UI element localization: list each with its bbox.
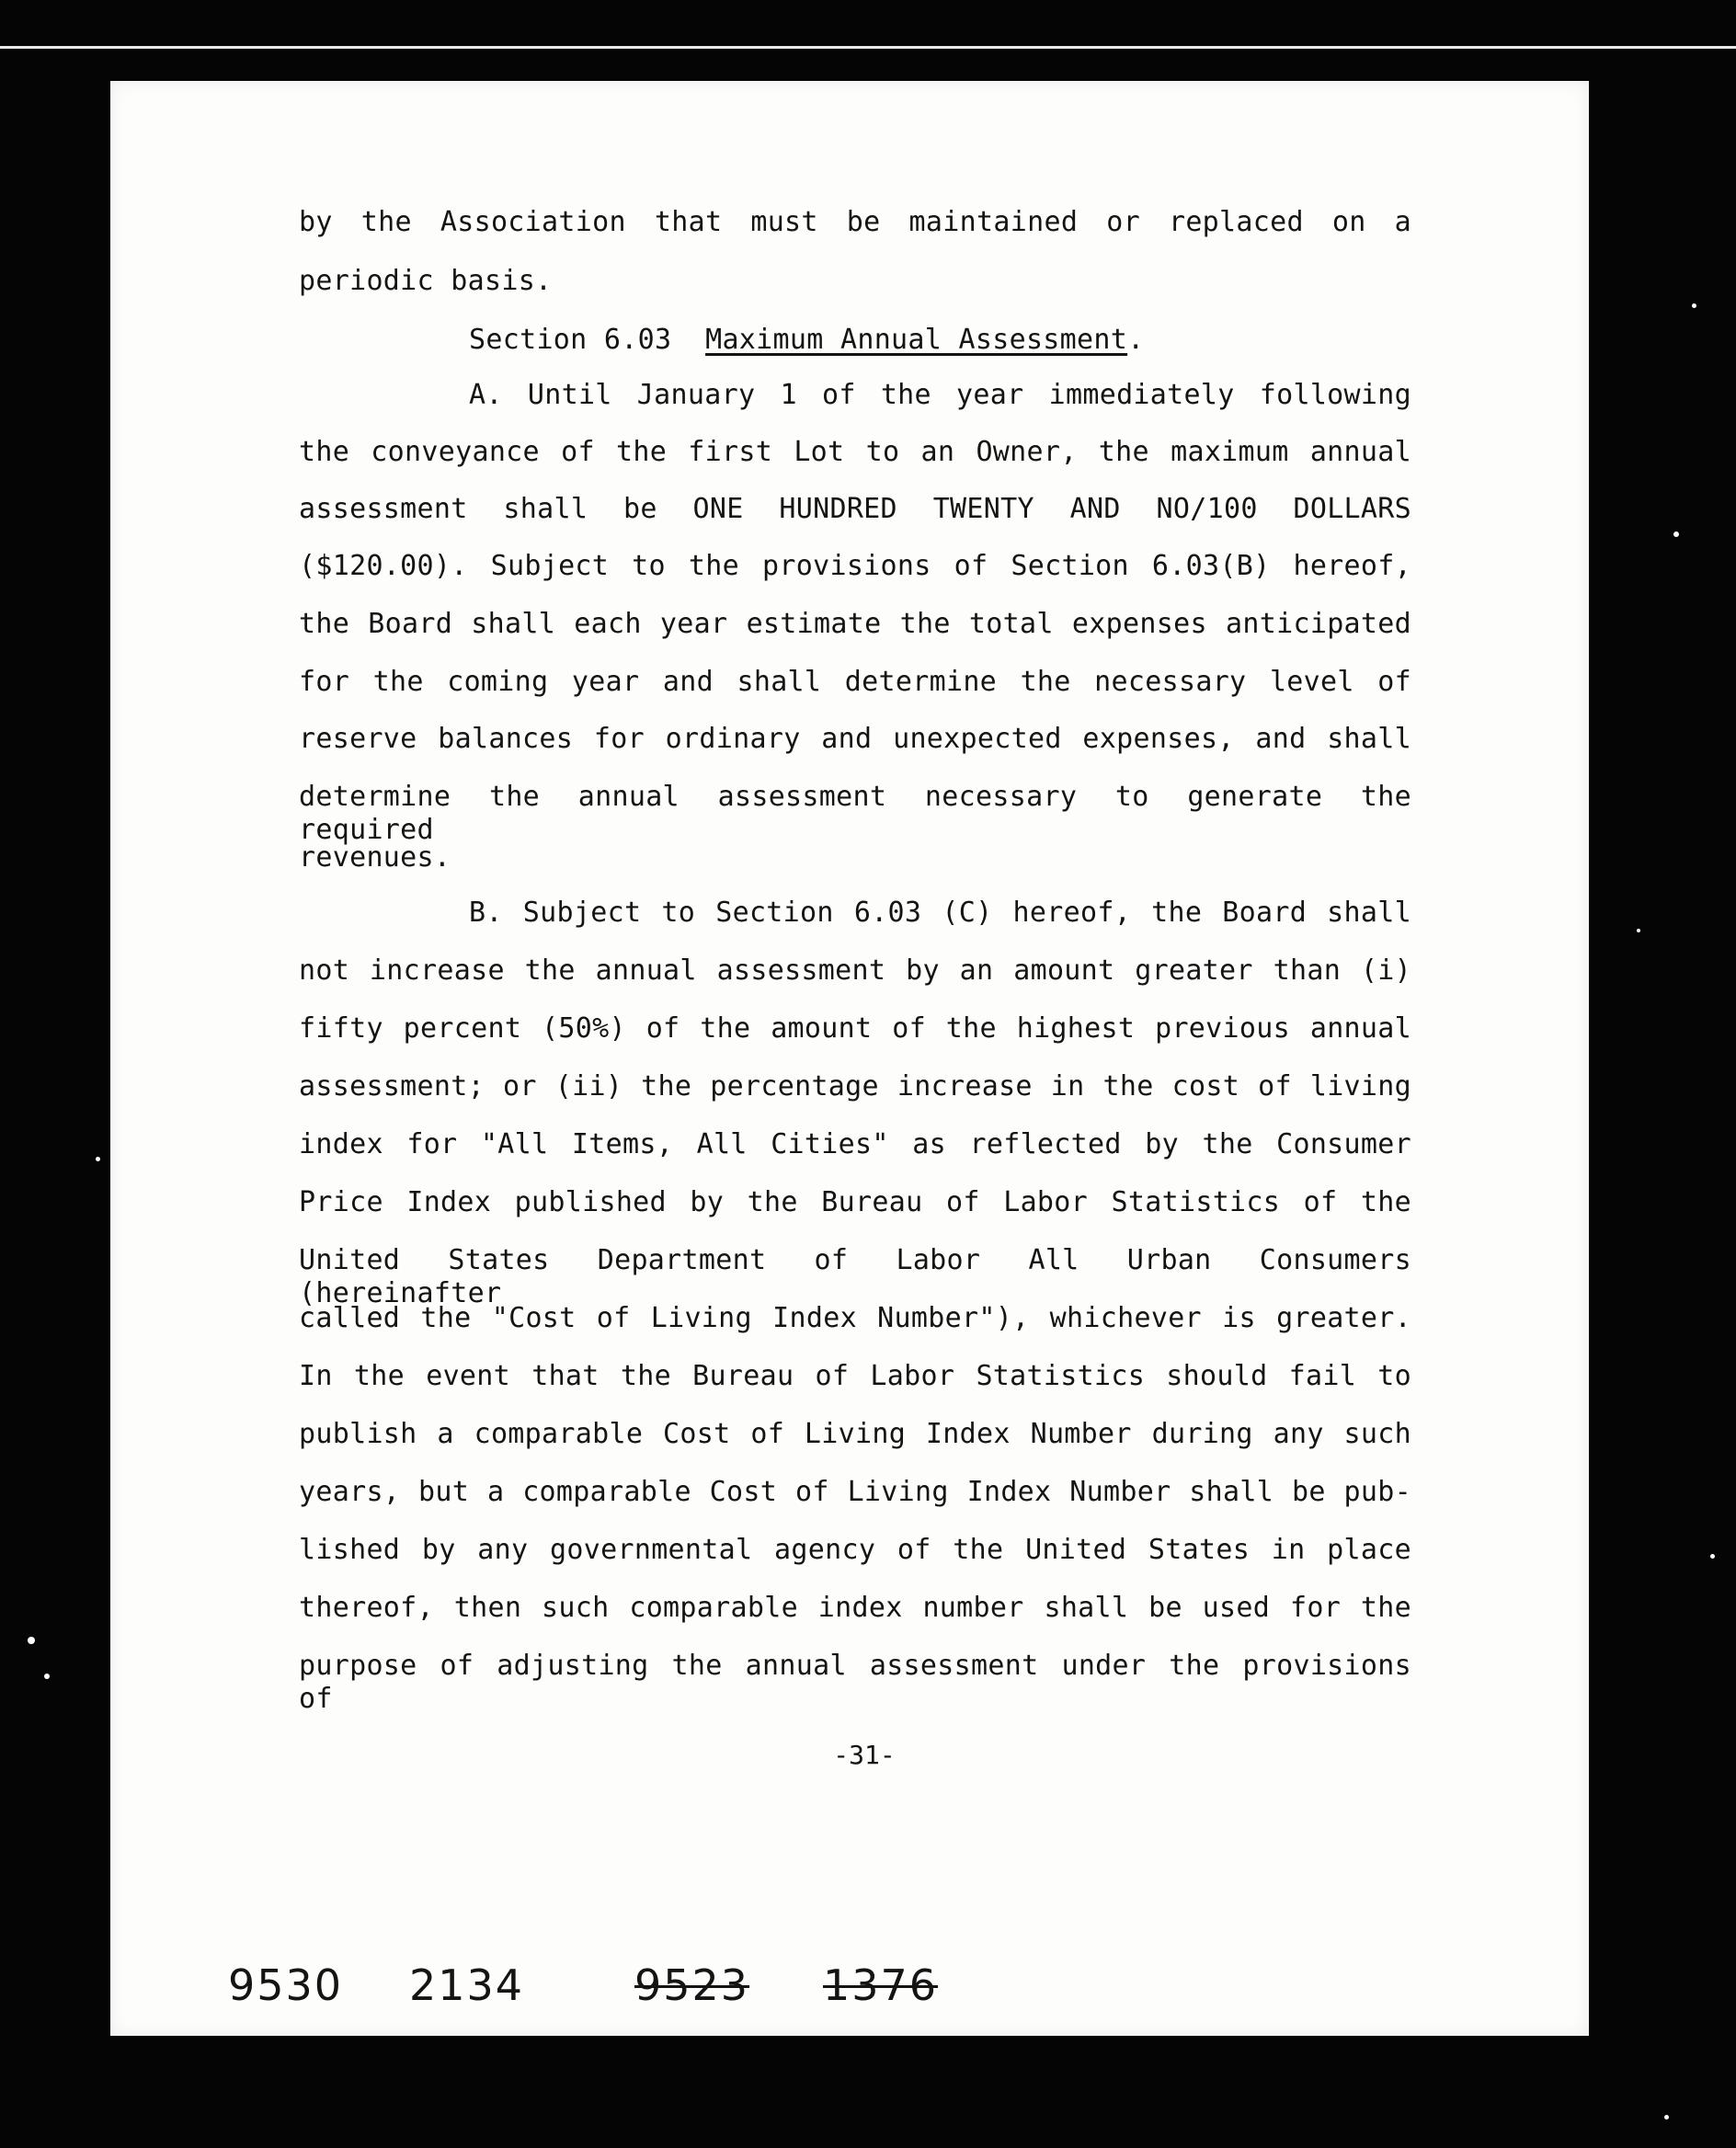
dust-speck bbox=[28, 1637, 35, 1644]
body-line: A. Until January 1 of the year immediately following bbox=[469, 379, 1411, 411]
dust-speck bbox=[1664, 2115, 1669, 2119]
dust-speck bbox=[1710, 1554, 1715, 1559]
dust-speck bbox=[44, 1674, 50, 1679]
body-line: by the Association that must be maintained or replaced on a bbox=[299, 206, 1411, 238]
struck-book-number: 9523 bbox=[634, 1960, 750, 2010]
dust-speck bbox=[1692, 303, 1696, 308]
scan-edge-line bbox=[0, 46, 1736, 49]
section-heading bbox=[469, 324, 1582, 357]
body-line: revenues. bbox=[299, 841, 451, 874]
body-line: reserve balances for ordinary and unexpected expenses, and shall bbox=[299, 723, 1411, 755]
body-line: the conveyance of the first Lot to an Owner, the maximum annual bbox=[299, 436, 1411, 468]
body-line: ($120.00). Subject to the provisions of Section 6.03(B) hereof, bbox=[299, 550, 1411, 582]
body-line: years, but a comparable Cost of Living Index Number shall be pub- bbox=[299, 1476, 1411, 1508]
body-line: assessment shall be ONE HUNDRED TWENTY AND NO/100 DOLLARS bbox=[299, 493, 1411, 525]
body-line: assessment; or (ii) the percentage increase in the cost of living bbox=[299, 1070, 1411, 1103]
body-line: lished by any governmental agency of the United States in place bbox=[299, 1534, 1411, 1566]
body-line: publish a comparable Cost of Living Index Number during any such bbox=[299, 1418, 1411, 1450]
page-number: -31- bbox=[833, 1740, 896, 1770]
body-line: Price Index published by the Bureau of Labor Statistics of the bbox=[299, 1186, 1411, 1218]
recording-book-number: 9530 bbox=[228, 1960, 344, 2010]
body-line: called the "Cost of Living Index Number"), whichever is greater. bbox=[299, 1302, 1411, 1334]
body-line: B. Subject to Section 6.03 (C) hereof, the Board shall bbox=[469, 897, 1411, 929]
body-line: the Board shall each year estimate the total expenses anticipated bbox=[299, 608, 1411, 640]
section-title: Maximum Annual Assessment bbox=[705, 324, 1128, 356]
body-line: index for "All Items, All Cities" as reflected by the Consumer bbox=[299, 1128, 1411, 1160]
dust-speck bbox=[1673, 531, 1679, 537]
body-line: not increase the annual assessment by an amount greater than (i) bbox=[299, 954, 1411, 987]
body-line: periodic basis. bbox=[299, 265, 553, 297]
dust-speck bbox=[96, 1157, 100, 1161]
body-line: In the event that the Bureau of Labor Statistics should fail to bbox=[299, 1360, 1411, 1392]
body-line: United States Department of Labor All Urban Consumers (hereinafter bbox=[299, 1244, 1411, 1309]
struck-page-number: 1376 bbox=[823, 1960, 939, 2010]
body-line: thereof, then such comparable index number shall be used for the bbox=[299, 1592, 1411, 1624]
body-line: purpose of adjusting the annual assessment under the provisions of bbox=[299, 1650, 1411, 1715]
recording-page-number: 2134 bbox=[409, 1960, 525, 2010]
body-line: determine the annual assessment necessary to generate the required bbox=[299, 781, 1411, 846]
section-label: Section 6.03 bbox=[469, 324, 672, 356]
body-line: fifty percent (50%) of the amount of the highest previous annual bbox=[299, 1012, 1411, 1045]
body-line: for the coming year and shall determine the necessary level of bbox=[299, 666, 1411, 698]
dust-speck bbox=[1637, 929, 1640, 932]
section-period: . bbox=[1127, 324, 1145, 356]
